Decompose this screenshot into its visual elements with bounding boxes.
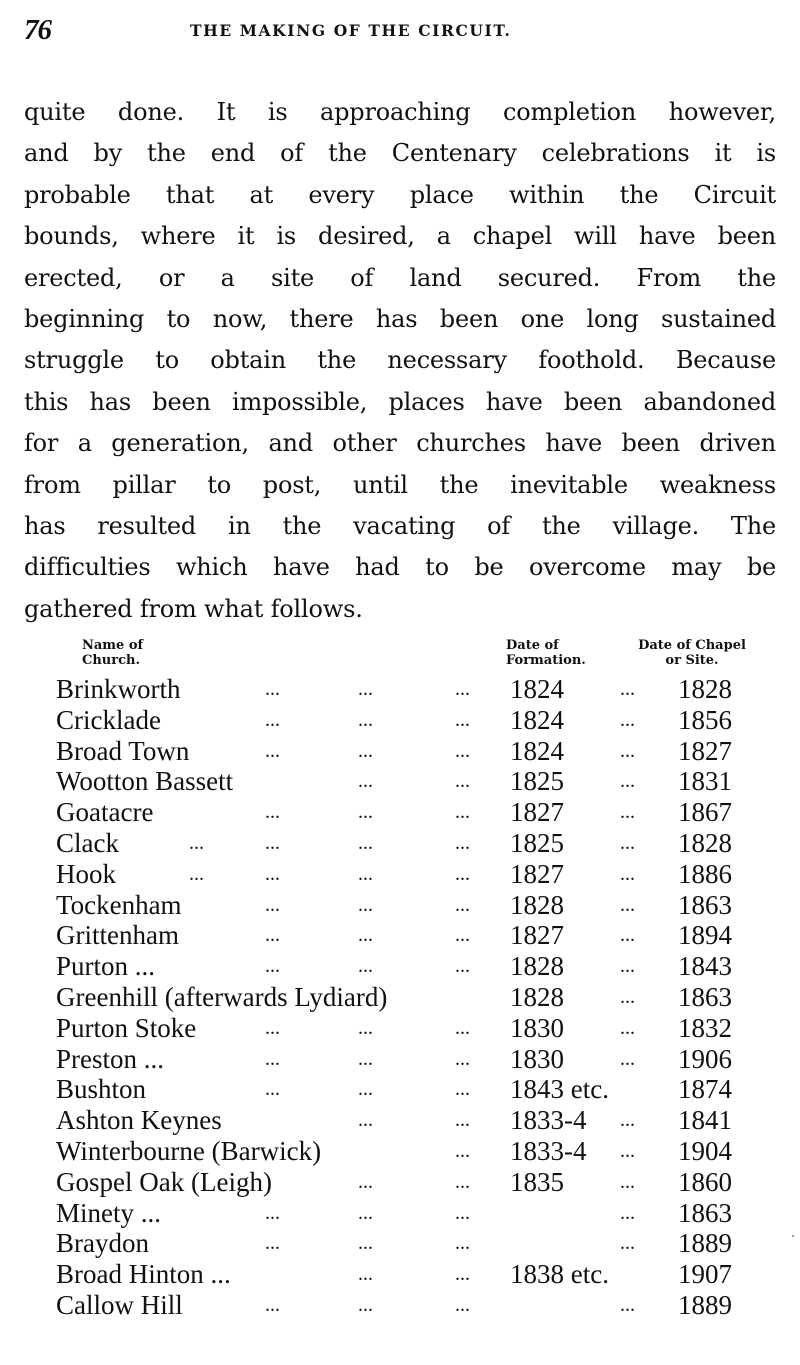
paragraph-line: for a generation, and other churches have been driven	[24, 429, 776, 458]
dot-leader: ...	[265, 831, 280, 854]
header-date-of-formation: Date of Formation.	[506, 638, 586, 668]
dot-separator: ...	[620, 678, 635, 700]
dot-leader: ...	[265, 1293, 280, 1316]
chapel-date: 1841	[678, 1105, 732, 1136]
formation-date: 1843 etc.	[510, 1074, 609, 1105]
dot-leader: ...	[358, 1170, 373, 1193]
dot-leader: ...	[358, 924, 373, 947]
dot-leader: ...	[358, 1047, 373, 1070]
dot-leader: ...	[189, 862, 204, 885]
formation-date: 1827	[510, 920, 564, 951]
church-name: Tockenham	[56, 889, 182, 920]
dot-separator: ...	[620, 739, 635, 762]
table-row	[0, 1074, 800, 1105]
paragraph-line: and by the end of the Centenary celebrations it is	[24, 139, 776, 168]
church-name: Broad Hinton ...	[56, 1259, 231, 1290]
table-row	[0, 859, 800, 890]
dot-leader: ...	[358, 1232, 373, 1255]
header-name-of-church: Name of Church.	[82, 638, 144, 668]
dot-separator: ...	[620, 708, 635, 731]
dot-separator: ...	[620, 924, 635, 947]
dot-leader: ...	[455, 1201, 470, 1224]
formation-date: 1825	[510, 766, 564, 797]
table-row	[0, 1198, 800, 1229]
dot-leader: ...	[455, 893, 470, 916]
church-name: Broad Town	[56, 735, 190, 766]
dot-separator: ...	[620, 862, 635, 885]
dot-leader: ...	[265, 1047, 280, 1070]
dot-leader: ...	[455, 1016, 470, 1039]
church-name: Clack	[56, 827, 119, 858]
dot-leader: ...	[358, 862, 373, 885]
church-dates-table	[0, 634, 800, 1321]
church-name: Hook	[56, 858, 116, 889]
scan-speck	[792, 1235, 794, 1237]
chapel-date: 1863	[678, 1197, 732, 1228]
paragraph-line: difficulties which have had to be overcome may be	[24, 553, 776, 582]
dot-separator: ...	[620, 1293, 635, 1316]
dot-separator: ...	[620, 1170, 635, 1193]
formation-date: 1830	[510, 1043, 564, 1074]
table-header	[0, 634, 800, 674]
dot-separator: ...	[620, 1232, 635, 1255]
dot-leader: ...	[358, 678, 373, 700]
church-name: Winterbourne (Barwick)	[56, 1135, 322, 1166]
church-name: Bushton	[56, 1074, 147, 1105]
paragraph-line: probable that at every place within the Circuit	[24, 180, 776, 209]
paragraph-line: has resulted in the vacating of the village. The	[24, 512, 776, 541]
paragraph-line: from pillar to post, until the inevitable weakness	[24, 470, 776, 499]
chapel-date: 1832	[678, 1012, 732, 1043]
church-name: Preston ...	[56, 1043, 164, 1074]
dot-separator: ...	[620, 1016, 635, 1039]
church-name: Purton Stoke	[56, 1012, 197, 1043]
table-row	[0, 1044, 800, 1075]
church-name: Brinkworth	[56, 674, 181, 704]
dot-leader: ...	[265, 1201, 280, 1224]
dot-leader: ...	[455, 924, 470, 947]
formation-date: 1824	[510, 674, 564, 704]
formation-date: 1827	[510, 797, 564, 828]
formation-date: 1830	[510, 1012, 564, 1043]
dot-leader: ...	[455, 801, 470, 824]
dot-separator: ...	[620, 770, 635, 793]
dot-separator: ...	[620, 831, 635, 854]
page-header	[24, 14, 784, 54]
table-row	[0, 1105, 800, 1136]
dot-separator: ...	[620, 1139, 635, 1162]
chapel-date: 1894	[678, 920, 732, 951]
dot-leader: ...	[358, 1293, 373, 1316]
formation-date: 1828	[510, 889, 564, 920]
chapel-date: 1831	[678, 766, 732, 797]
table-row	[0, 1228, 800, 1259]
table-body	[0, 674, 800, 1321]
dot-leader: ...	[265, 955, 280, 978]
dot-separator: ...	[620, 1109, 635, 1132]
formation-date: 1828	[510, 981, 564, 1012]
dot-leader: ...	[455, 1109, 470, 1132]
dot-leader: ...	[358, 770, 373, 793]
dot-leader: ...	[358, 801, 373, 824]
chapel-date: 1828	[678, 674, 732, 704]
formation-date: 1838 etc.	[510, 1259, 609, 1290]
formation-date: 1833-4	[510, 1135, 587, 1166]
chapel-date: 1886	[678, 858, 732, 889]
chapel-date: 1874	[678, 1074, 732, 1105]
church-name: Braydon	[56, 1228, 149, 1259]
dot-leader: ...	[189, 831, 204, 854]
church-name: Minety ...	[56, 1197, 161, 1228]
paragraph-line: this has been impossible, places have been abandoned	[24, 387, 776, 416]
chapel-date: 1889	[678, 1289, 732, 1320]
church-name: Callow Hill	[56, 1289, 183, 1320]
dot-leader: ...	[455, 708, 470, 731]
running-title: THE MAKING OF THE CIRCUIT.	[190, 21, 512, 40]
church-name: Wootton Bassett	[56, 766, 234, 797]
dot-leader: ...	[455, 1078, 470, 1101]
church-name: Gospel Oak (Leigh)	[56, 1166, 272, 1197]
dot-leader: ...	[455, 739, 470, 762]
dot-leader: ...	[358, 955, 373, 978]
table-row	[0, 1136, 800, 1167]
chapel-date: 1856	[678, 704, 732, 735]
chapel-date: 1889	[678, 1228, 732, 1259]
table-row	[0, 982, 800, 1013]
table-row	[0, 1290, 800, 1321]
dot-leader: ...	[265, 924, 280, 947]
dot-leader: ...	[455, 1139, 470, 1162]
header-date-of-chapel: Date of Chapel or Site.	[638, 638, 746, 668]
dot-leader: ...	[358, 1263, 373, 1286]
body-paragraph	[24, 92, 776, 630]
chapel-date: 1907	[678, 1259, 732, 1290]
paragraph-line: bounds, where it is desired, a chapel will have been	[24, 222, 776, 251]
dot-leader: ...	[265, 893, 280, 916]
table-row	[0, 920, 800, 951]
paragraph-line: struggle to obtain the necessary foothold. Because	[24, 346, 776, 375]
table-row	[0, 1259, 800, 1290]
table-row	[0, 828, 800, 859]
church-name: Purton ...	[56, 951, 156, 982]
dot-leader: ...	[358, 708, 373, 731]
chapel-date: 1827	[678, 735, 732, 766]
church-name: Grittenham	[56, 920, 179, 951]
table-row	[0, 890, 800, 921]
table-row	[0, 736, 800, 767]
table-row	[0, 674, 800, 705]
dot-separator: ...	[620, 955, 635, 978]
dot-leader: ...	[265, 1078, 280, 1101]
dot-leader: ...	[358, 1201, 373, 1224]
dot-separator: ...	[620, 1047, 635, 1070]
dot-leader: ...	[455, 831, 470, 854]
dot-leader: ...	[455, 862, 470, 885]
chapel-date: 1843	[678, 951, 732, 982]
dot-separator: ...	[620, 985, 635, 1008]
dot-leader: ...	[265, 862, 280, 885]
paragraph-line: quite done. It is approaching completion however,	[24, 98, 776, 126]
table-row	[0, 1167, 800, 1198]
dot-leader: ...	[358, 739, 373, 762]
dot-leader: ...	[358, 1016, 373, 1039]
church-name: Cricklade	[56, 704, 161, 735]
dot-leader: ...	[455, 770, 470, 793]
dot-leader: ...	[455, 1293, 470, 1316]
dot-leader: ...	[455, 1232, 470, 1255]
chapel-date: 1863	[678, 889, 732, 920]
church-name: Greenhill (afterwards Lydiard)	[56, 981, 388, 1012]
chapel-date: 1867	[678, 797, 732, 828]
dot-leader: ...	[265, 708, 280, 731]
chapel-date: 1860	[678, 1166, 732, 1197]
dot-leader: ...	[358, 831, 373, 854]
paragraph-line: beginning to now, there has been one long sustained	[24, 305, 776, 334]
dot-separator: ...	[620, 801, 635, 824]
formation-date: 1833-4	[510, 1105, 587, 1136]
formation-date: 1824	[510, 735, 564, 766]
formation-date: 1828	[510, 951, 564, 982]
formation-date: 1824	[510, 704, 564, 735]
page-number: 76	[24, 14, 51, 46]
dot-leader: ...	[455, 1170, 470, 1193]
dot-leader: ...	[358, 893, 373, 916]
chapel-date: 1863	[678, 981, 732, 1012]
dot-leader: ...	[265, 1232, 280, 1255]
table-row	[0, 1013, 800, 1044]
dot-leader: ...	[265, 739, 280, 762]
table-row	[0, 797, 800, 828]
dot-leader: ...	[455, 1047, 470, 1070]
dot-leader: ...	[455, 955, 470, 978]
formation-date: 1827	[510, 858, 564, 889]
dot-leader: ...	[358, 1078, 373, 1101]
church-name: Ashton Keynes	[56, 1105, 222, 1136]
paragraph-line: erected, or a site of land secured. From the	[24, 263, 776, 292]
church-name: Goatacre	[56, 797, 154, 828]
table-row	[0, 705, 800, 736]
dot-leader: ...	[265, 678, 280, 700]
table-row	[0, 766, 800, 797]
dot-leader: ...	[455, 678, 470, 700]
chapel-date: 1906	[678, 1043, 732, 1074]
dot-separator: ...	[620, 1201, 635, 1224]
dot-leader: ...	[358, 1109, 373, 1132]
chapel-date: 1904	[678, 1135, 732, 1166]
dot-leader: ...	[455, 1263, 470, 1286]
paragraph-line: gathered from what follows.	[24, 594, 363, 623]
dot-separator: ...	[620, 893, 635, 916]
formation-date: 1835	[510, 1166, 564, 1197]
dot-leader: ...	[265, 801, 280, 824]
formation-date: 1825	[510, 827, 564, 858]
dot-leader: ...	[265, 1016, 280, 1039]
chapel-date: 1828	[678, 827, 732, 858]
table-row	[0, 951, 800, 982]
